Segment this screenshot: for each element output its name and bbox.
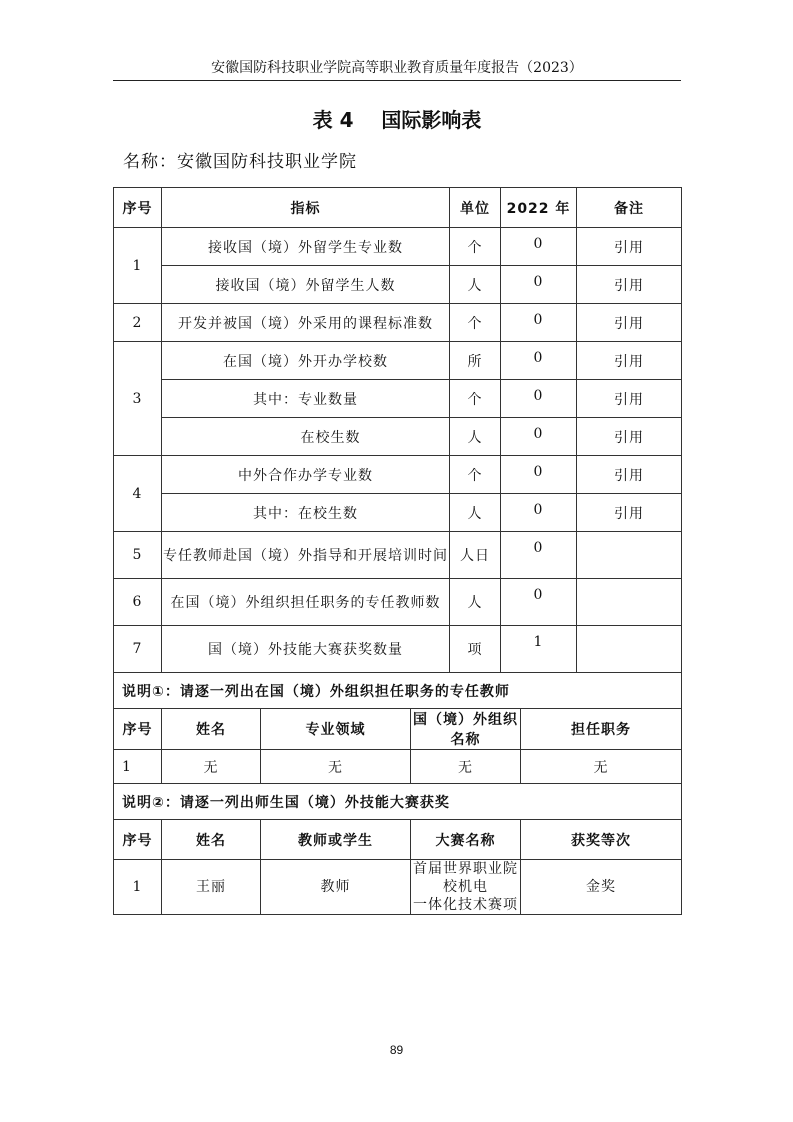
row-value: 0 bbox=[501, 579, 577, 626]
note2-name: 王丽 bbox=[162, 860, 261, 915]
row-note: 引用 bbox=[577, 266, 682, 304]
row-value: 0 bbox=[501, 494, 577, 532]
row-seq: 4 bbox=[114, 456, 162, 532]
row-note: 引用 bbox=[577, 380, 682, 418]
international-influence-table bbox=[113, 187, 682, 915]
row-seq: 7 bbox=[114, 626, 162, 673]
note1-position: 无 bbox=[521, 750, 682, 784]
table-title: 表 4 国际影响表 bbox=[312, 108, 482, 132]
row-unit: 个 bbox=[450, 456, 501, 494]
row-indicator: 在国（境）外开办学校数 bbox=[162, 342, 450, 380]
note1-title: 说明①：请逐一列出在国（境）外组织担任职务的专任教师 bbox=[114, 673, 682, 709]
header-indicator: 指标 bbox=[162, 188, 450, 228]
row-indicator: 其中：在校生数 bbox=[162, 494, 450, 532]
row-indicator: 在校生数 bbox=[162, 418, 450, 456]
note1-header-org: 国（境）外组织名称 bbox=[411, 709, 521, 750]
row-note: 引用 bbox=[577, 456, 682, 494]
row-value: 1 bbox=[501, 626, 577, 673]
row-indicator: 其中：专业数量 bbox=[162, 380, 450, 418]
note2-award: 金奖 bbox=[521, 860, 682, 915]
row-indicator: 中外合作办学专业数 bbox=[162, 456, 450, 494]
note2-header-contest: 大赛名称 bbox=[411, 820, 521, 860]
note1-name: 无 bbox=[162, 750, 261, 784]
row-unit: 人 bbox=[450, 579, 501, 626]
row-note: 引用 bbox=[577, 418, 682, 456]
row-unit: 项 bbox=[450, 626, 501, 673]
note1-header bbox=[114, 709, 682, 750]
note2-header-name: 姓名 bbox=[162, 820, 261, 860]
row-seq: 3 bbox=[114, 342, 162, 456]
row-value: 0 bbox=[501, 418, 577, 456]
row-unit: 个 bbox=[450, 304, 501, 342]
page-number: 89 bbox=[389, 1043, 404, 1057]
row-unit: 所 bbox=[450, 342, 501, 380]
row-unit: 人 bbox=[450, 494, 501, 532]
row-value: 0 bbox=[501, 532, 577, 579]
row-value: 0 bbox=[501, 456, 577, 494]
header-unit: 单位 bbox=[450, 188, 501, 228]
row-seq: 1 bbox=[114, 228, 162, 304]
table-row bbox=[114, 304, 682, 342]
note2-title: 说明②：请逐一列出师生国（境）外技能大赛获奖 bbox=[114, 784, 682, 820]
note1-header-position: 担任职务 bbox=[521, 709, 682, 750]
table-row bbox=[114, 418, 682, 456]
row-unit: 人日 bbox=[450, 532, 501, 579]
org-name: 名称：安徽国防科技职业学院 bbox=[123, 152, 357, 172]
note2-contest-line2: 一体化技术赛项 bbox=[413, 897, 518, 913]
row-value: 0 bbox=[501, 266, 577, 304]
note1-field: 无 bbox=[261, 750, 411, 784]
note2-contest bbox=[411, 860, 521, 915]
table-row bbox=[114, 228, 682, 266]
row-indicator: 专任教师赴国（境）外指导和开展培训时间 bbox=[162, 532, 450, 579]
note2-seq: 1 bbox=[114, 860, 162, 915]
note2-role: 教师 bbox=[261, 860, 411, 915]
table-row bbox=[114, 750, 682, 784]
row-value: 0 bbox=[501, 380, 577, 418]
row-seq: 6 bbox=[114, 579, 162, 626]
row-note: 引用 bbox=[577, 304, 682, 342]
row-indicator: 接收国（境）外留学生专业数 bbox=[162, 228, 450, 266]
table-row bbox=[114, 860, 682, 915]
row-unit: 个 bbox=[450, 228, 501, 266]
header-rule bbox=[113, 80, 681, 81]
header-seq: 序号 bbox=[114, 188, 162, 228]
table-row bbox=[114, 380, 682, 418]
table-row bbox=[114, 579, 682, 626]
running-header: 安徽国防科技职业学院高等职业教育质量年度报告（2023） bbox=[211, 60, 583, 76]
row-unit: 人 bbox=[450, 418, 501, 456]
table-row bbox=[114, 532, 682, 579]
main-table-header bbox=[114, 188, 682, 228]
row-note: 引用 bbox=[577, 342, 682, 380]
row-unit: 人 bbox=[450, 266, 501, 304]
note2-header-role: 教师或学生 bbox=[261, 820, 411, 860]
row-seq: 2 bbox=[114, 304, 162, 342]
row-value: 0 bbox=[501, 304, 577, 342]
note1-header-name: 姓名 bbox=[162, 709, 261, 750]
note2-header-seq: 序号 bbox=[114, 820, 162, 860]
note2-section bbox=[114, 784, 682, 820]
row-seq: 5 bbox=[114, 532, 162, 579]
table-row bbox=[114, 626, 682, 673]
row-value: 0 bbox=[501, 342, 577, 380]
note2-contest-line1: 首届世界职业院校机电 bbox=[413, 861, 518, 895]
table-row bbox=[114, 456, 682, 494]
table-row bbox=[114, 342, 682, 380]
note1-org: 无 bbox=[411, 750, 521, 784]
table-row bbox=[114, 266, 682, 304]
row-indicator: 接收国（境）外留学生人数 bbox=[162, 266, 450, 304]
row-value: 0 bbox=[501, 228, 577, 266]
note1-header-seq: 序号 bbox=[114, 709, 162, 750]
row-note bbox=[577, 579, 682, 626]
row-note bbox=[577, 626, 682, 673]
row-indicator: 开发并被国（境）外采用的课程标准数 bbox=[162, 304, 450, 342]
row-indicator: 在国（境）外组织担任职务的专任教师数 bbox=[162, 579, 450, 626]
row-note bbox=[577, 532, 682, 579]
row-unit: 个 bbox=[450, 380, 501, 418]
row-indicator: 国（境）外技能大赛获奖数量 bbox=[162, 626, 450, 673]
row-note: 引用 bbox=[577, 494, 682, 532]
note1-section bbox=[114, 673, 682, 709]
header-year: 2022 年 bbox=[501, 188, 577, 228]
header-note: 备注 bbox=[577, 188, 682, 228]
note1-header-field: 专业领域 bbox=[261, 709, 411, 750]
row-note: 引用 bbox=[577, 228, 682, 266]
note2-header bbox=[114, 820, 682, 860]
note1-seq: 1 bbox=[114, 750, 162, 784]
note2-header-award: 获奖等次 bbox=[521, 820, 682, 860]
table-row bbox=[114, 494, 682, 532]
